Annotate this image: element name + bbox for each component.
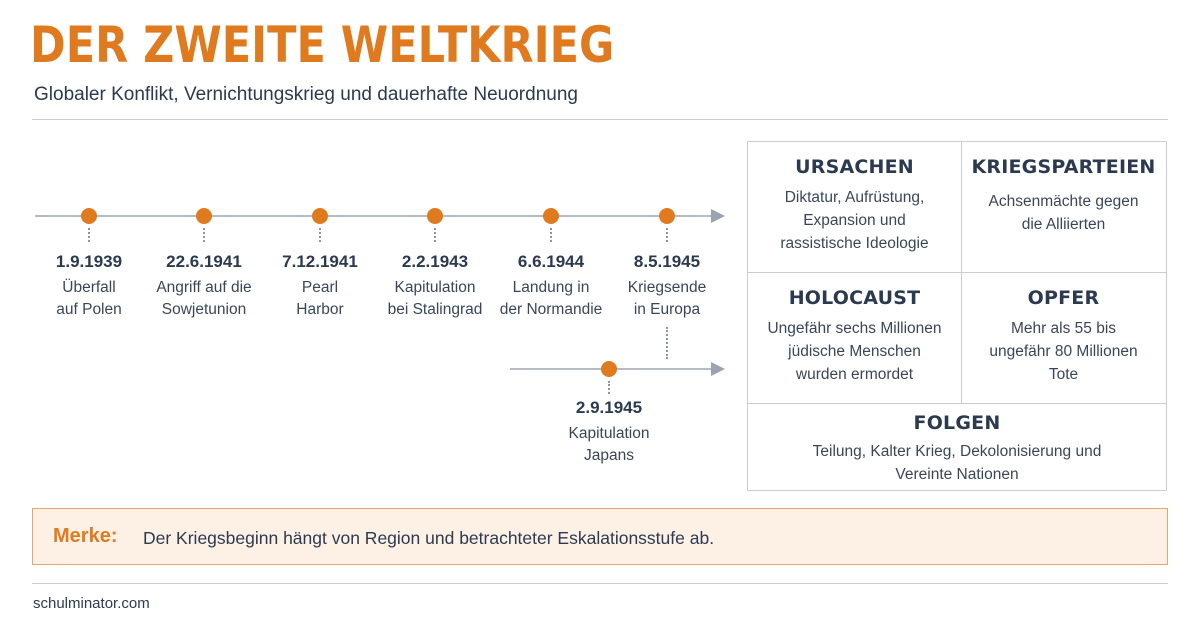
event-description: Kapitulation Japans [568,425,650,464]
grid-divider [748,403,1166,404]
parties-cell [961,156,1166,236]
event-date: 2.9.1945 [575,398,643,417]
timeline-tick [434,228,436,242]
timeline-dot [196,208,212,224]
event-description: Kapitulation bei Stalingrad [387,279,483,318]
event-date: 22.6.1941 [166,252,242,271]
causes-cell [748,156,961,255]
branch-connector [666,327,668,359]
victims-cell [961,287,1166,386]
event-date: 2.2.1943 [401,252,469,271]
timeline-tick [666,228,668,242]
parties-heading: KRIEGSPARTEIEN [971,156,1156,178]
timeline-tick [88,228,90,242]
event-description: Angriff auf die Sowjetunion [156,279,252,318]
timeline-dot [601,361,617,377]
timeline-tick [550,228,552,242]
branch-timeline-arrowhead [711,362,725,376]
victims-heading: OPFER [1027,287,1100,309]
holocaust-text: Ungefähr sechs Millionen jüdische Menschen wurden ermordet [767,320,942,383]
victims-text: Mehr als 55 bis ungefähr 80 Millionen Tote [989,320,1138,383]
event-date: 1.9.1939 [55,252,123,271]
timeline-tick [319,228,321,242]
holocaust-heading: HOLOCAUST [788,287,921,309]
footer-divider [32,583,1168,584]
parties-text: Achsenmächte gegen die Alliierten [988,193,1139,233]
info-grid [747,141,1167,491]
consequences-text: Teilung, Kalter Krieg, Dekolonisierung und Vereinte Nationen [812,443,1102,483]
causes-text: Diktatur, Aufrüstung, Expansion und rassistische Ideologie [780,189,929,252]
note-text: Der Kriegsbeginn hängt von Region und betrachteter Eskalationsstufe ab. [143,528,715,548]
timeline-dot [659,208,675,224]
timeline-dot [312,208,328,224]
event-description: Überfall auf Polen [56,279,122,318]
timeline-tick [608,381,610,394]
page-title: DER ZWEITE WELTKRIEG [30,16,615,74]
timeline-dot [427,208,443,224]
event-label [534,397,684,467]
consequences-cell [748,412,1166,486]
event-label [592,251,742,321]
page-subtitle: Globaler Konflikt, Vernichtungskrieg und dauerhafte Neuordnung [34,84,578,105]
timeline-dot [543,208,559,224]
header-divider [32,119,1168,120]
holocaust-cell [748,287,961,386]
grid-divider [748,272,1166,273]
note-label: Merke: [53,525,118,547]
timeline-line [35,215,711,217]
event-date: 8.5.1945 [633,252,701,271]
event-description: Kriegsende in Europa [627,279,707,318]
event-description: Pearl Harbor [296,279,344,318]
timeline-arrowhead [711,209,725,223]
timeline-dot [81,208,97,224]
footer-source: schulminator.com [33,595,150,612]
event-date: 6.6.1944 [517,252,585,271]
event-description: Landung in der Normandie [499,279,603,318]
timeline-tick [203,228,205,242]
note-box [32,508,1168,565]
causes-heading: URSACHEN [795,156,914,178]
event-date: 7.12.1941 [282,252,358,271]
consequences-heading: FOLGEN [913,412,1001,434]
